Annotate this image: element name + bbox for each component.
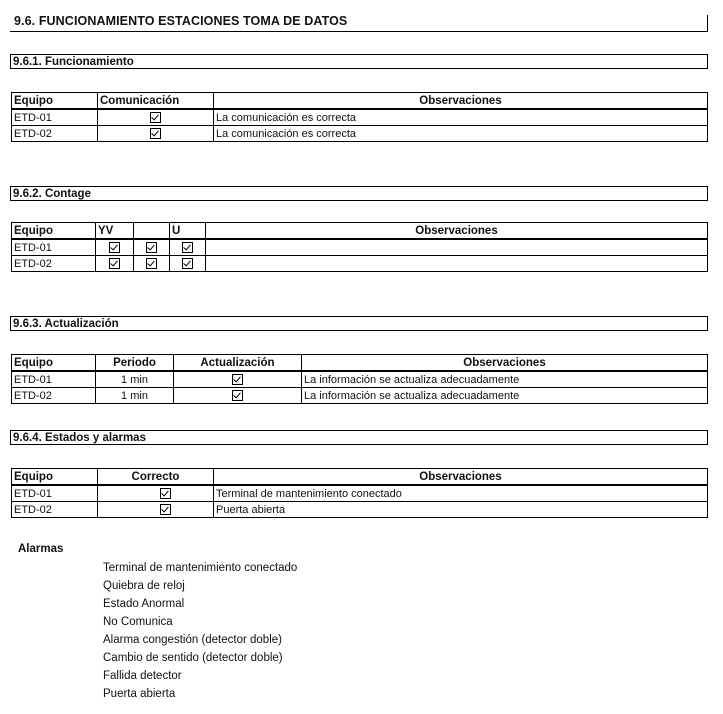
alarm-list-item: Cambio de sentido (detector doble) — [103, 652, 283, 664]
column-header-periodo: Periodo — [96, 355, 174, 372]
section-title: 9.6.3. Actualización — [13, 318, 119, 330]
title-underline — [10, 31, 708, 32]
page-title: 9.6. FUNCIONAMIENTO ESTACIONES TOMA DE DATOS — [14, 14, 348, 28]
observaciones-cell: La información se actualiza adecuadamente — [302, 371, 708, 388]
u-cell — [170, 239, 206, 256]
table-header-row — [12, 93, 708, 110]
alarm-list-item: Terminal de mantenimiento conectado — [103, 562, 298, 574]
correcto-cell — [98, 485, 214, 502]
section-header-contage — [10, 186, 708, 201]
alarm-list-item: Alarma congestión (detector doble) — [103, 634, 282, 646]
equipo-cell: ETD-01 — [12, 371, 96, 388]
section-title: 9.6.2. Contage — [13, 188, 91, 200]
table-header-row — [12, 469, 708, 486]
checkbox-checked[interactable] — [109, 242, 120, 253]
comunicacion-cell — [98, 126, 214, 142]
observaciones-cell: La comunicación es correcta — [214, 126, 708, 142]
column-header-equipo: Equipo — [12, 93, 98, 110]
equipo-cell: ETD-02 — [12, 256, 96, 272]
equipo-cell: ETD-02 — [12, 126, 98, 142]
equipo-cell: ETD-01 — [12, 485, 98, 502]
column-header-equipo: Equipo — [12, 355, 96, 372]
column-header-comunicacion: Comunicación — [98, 93, 214, 110]
alarm-list-item: Estado Anormal — [103, 598, 185, 610]
table-row — [12, 371, 708, 388]
equipo-cell: ETD-01 — [12, 239, 96, 256]
equipo-cell: ETD-02 — [12, 388, 96, 404]
observaciones-cell — [206, 239, 708, 256]
observaciones-cell: La comunicación es correcta — [214, 109, 708, 126]
observaciones-cell — [206, 256, 708, 272]
section-header-actualizacion — [10, 316, 708, 331]
checkbox-checked[interactable] — [146, 242, 157, 253]
checkbox-checked[interactable] — [182, 258, 193, 269]
checkbox-checked[interactable] — [182, 242, 193, 253]
checkbox-checked[interactable] — [160, 488, 171, 499]
checkbox-checked[interactable] — [150, 112, 161, 123]
alarm-list-item: Quiebra de reloj — [103, 580, 185, 592]
column-header-observaciones: Observaciones — [214, 469, 708, 486]
blank-cell — [134, 239, 170, 256]
correcto-cell — [98, 502, 214, 518]
equipo-cell: ETD-01 — [12, 109, 98, 126]
column-header-blank — [134, 223, 170, 240]
section-title: 9.6.4. Estados y alarmas — [13, 432, 146, 444]
section-header-estados-alarmas — [10, 430, 708, 445]
checkbox-checked[interactable] — [232, 374, 243, 385]
checkbox-checked[interactable] — [109, 258, 120, 269]
equipo-cell: ETD-02 — [12, 502, 98, 518]
column-header-equipo: Equipo — [12, 469, 98, 486]
observaciones-cell: Puerta abierta — [214, 502, 708, 518]
column-header-observaciones: Observaciones — [214, 93, 708, 110]
alarms-heading: Alarmas — [18, 543, 64, 555]
checkbox-checked[interactable] — [146, 258, 157, 269]
actualizacion-cell — [174, 371, 302, 388]
alarm-list-item: Puerta abierta — [103, 688, 176, 700]
column-header-correcto: Correcto — [98, 469, 214, 486]
column-header-u: U — [170, 223, 206, 240]
observaciones-cell: La información se actualiza adecuadamente — [302, 388, 708, 404]
section-header-funcionamiento — [10, 54, 708, 69]
blank-cell — [134, 256, 170, 272]
checkbox-checked[interactable] — [150, 128, 161, 139]
table-row — [12, 109, 708, 126]
u-cell — [170, 256, 206, 272]
alarm-list-item: Fallida detector — [103, 670, 182, 682]
table-row — [12, 126, 708, 142]
table-header-row — [12, 355, 708, 372]
column-header-observaciones: Observaciones — [302, 355, 708, 372]
title-right-tick — [707, 15, 708, 32]
table-row — [12, 388, 708, 404]
table-row — [12, 485, 708, 502]
yv-cell — [96, 256, 134, 272]
yv-cell — [96, 239, 134, 256]
funcionamiento-table — [11, 92, 708, 142]
column-header-observaciones: Observaciones — [206, 223, 708, 240]
contage-table — [11, 222, 708, 272]
column-header-equipo: Equipo — [12, 223, 96, 240]
periodo-cell: 1 min — [96, 371, 174, 388]
column-header-yv: YV — [96, 223, 134, 240]
section-title: 9.6.1. Funcionamiento — [13, 56, 134, 68]
actualizacion-table — [11, 354, 708, 404]
actualizacion-cell — [174, 388, 302, 404]
table-header-row — [12, 223, 708, 240]
column-header-actualizacion: Actualización — [174, 355, 302, 372]
table-row — [12, 239, 708, 256]
estados-alarmas-table — [11, 468, 708, 518]
comunicacion-cell — [98, 109, 214, 126]
table-row — [12, 256, 708, 272]
table-row — [12, 502, 708, 518]
checkbox-checked[interactable] — [160, 504, 171, 515]
observaciones-cell: Terminal de mantenimiento conectado — [214, 485, 708, 502]
alarm-list-item: No Comunica — [103, 616, 173, 628]
periodo-cell: 1 min — [96, 388, 174, 404]
checkbox-checked[interactable] — [232, 390, 243, 401]
